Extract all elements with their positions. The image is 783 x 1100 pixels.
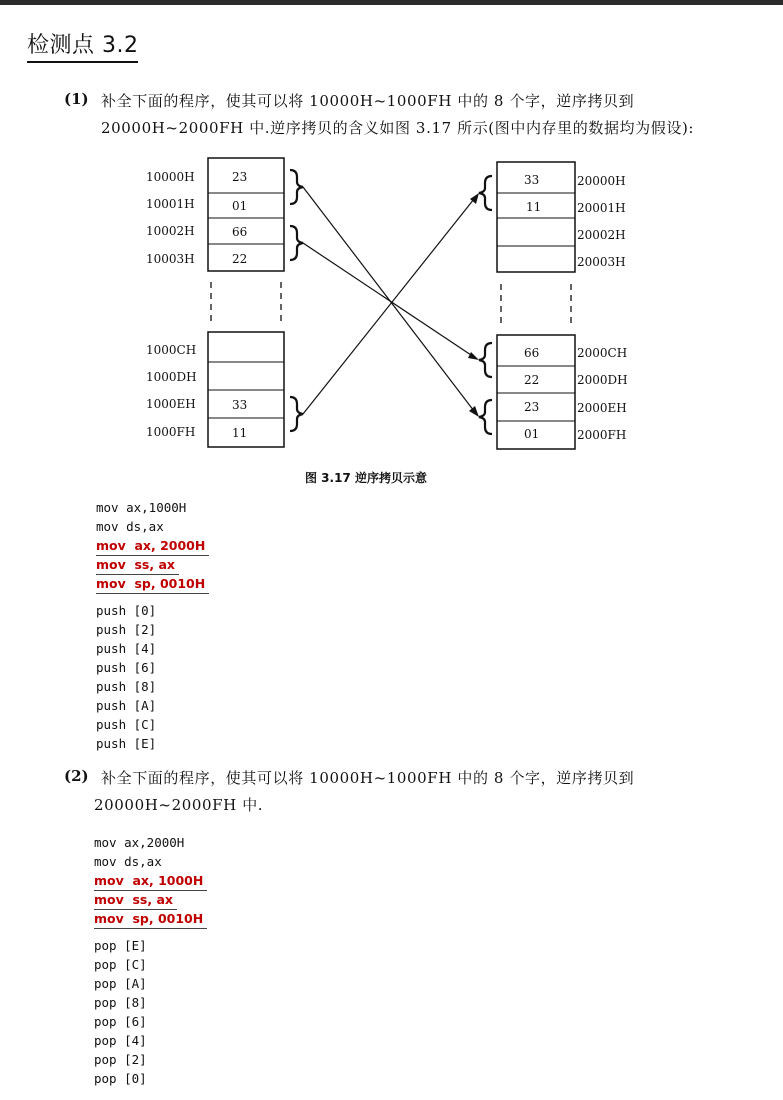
- answer-line: mov sp, 0010H: [96, 574, 209, 594]
- question-1-text: 补全下面的程序，使其可以将 10000H~1000FH 中的 8 个字，逆序拷贝到 20000H~2000FH 中.逆序拷贝的含义如图 3.17 所示(图中内存里的数据均为假设):: [101, 92, 695, 137]
- copy-arrow-line: [303, 187, 474, 411]
- code-line: mov ax,2000H: [94, 835, 185, 850]
- right-cell-value: 22: [524, 373, 540, 387]
- code-line: push [A]: [96, 698, 157, 713]
- left-cell-value: 22: [232, 252, 248, 266]
- code-line: pop [A]: [94, 976, 147, 991]
- question-2-text: 补全下面的程序，使其可以将 10000H~1000FH 中的 8 个字，逆序拷贝到: [101, 769, 635, 787]
- right-cell-value: 01: [524, 427, 540, 441]
- code-line: mov ax,1000H: [96, 500, 187, 515]
- left-address: 1000CH: [146, 343, 197, 357]
- copy-arrow-line: [303, 243, 474, 357]
- left-brace-bottom: [290, 397, 303, 431]
- right-address: 2000FH: [577, 428, 627, 442]
- question-2-number: (2): [64, 767, 89, 785]
- right-address: 20002H: [577, 228, 626, 242]
- answer-line: mov ax, 1000H: [94, 871, 207, 891]
- right-cell-value: 33: [524, 173, 540, 187]
- code-line: pop [4]: [94, 1033, 147, 1048]
- code-line: pop [C]: [94, 957, 147, 972]
- code-line: pop [0]: [94, 1071, 147, 1086]
- right-brace-bottom: [479, 400, 492, 434]
- code-line: push [2]: [96, 622, 157, 637]
- left-cell-value: 11: [232, 426, 248, 440]
- copy-arrowhead: [469, 406, 479, 417]
- left-cell-value: 23: [232, 170, 248, 184]
- code-line: mov ds,ax: [94, 854, 162, 869]
- right-cell-value: 11: [526, 200, 542, 214]
- left-brace-second: [290, 226, 303, 260]
- left-address: 10003H: [146, 252, 195, 266]
- right-address: 2000DH: [577, 373, 628, 387]
- left-brace-top: [290, 170, 303, 204]
- copy-arrow-line: [303, 199, 474, 414]
- right-address: 2000EH: [577, 401, 627, 415]
- right-address: 20000H: [577, 174, 626, 188]
- answer-line: mov ss, ax: [96, 555, 179, 575]
- code-line: push [6]: [96, 660, 157, 675]
- question-2-text-line2: 20000H~2000FH 中.: [94, 796, 264, 814]
- code-line: push [E]: [96, 736, 157, 751]
- left-address: 1000DH: [146, 370, 197, 384]
- code-line: mov ds,ax: [96, 519, 164, 534]
- code-line: push [8]: [96, 679, 157, 694]
- right-address: 20001H: [577, 201, 626, 215]
- right-cell-value: 66: [524, 346, 540, 360]
- right-address: 2000CH: [577, 346, 628, 360]
- left-address: 10001H: [146, 197, 195, 211]
- figure-caption: 图 3.17 逆序拷贝示意: [305, 471, 427, 485]
- right-address: 20003H: [577, 255, 626, 269]
- answer-line: mov ss, ax: [94, 890, 177, 910]
- answer-line: mov sp, 0010H: [94, 909, 207, 929]
- answer-line: mov ax, 2000H: [96, 536, 209, 556]
- question-1-number: (1): [64, 90, 89, 108]
- right-cell-value: 23: [524, 400, 540, 414]
- code-line: pop [E]: [94, 938, 147, 953]
- left-address: 10000H: [146, 170, 195, 184]
- reverse-copy-diagram: [0, 0, 783, 470]
- right-brace-top: [479, 176, 492, 210]
- code-line: push [0]: [96, 603, 157, 618]
- code-line: pop [6]: [94, 1014, 147, 1029]
- code-line: push [C]: [96, 717, 157, 732]
- code-line: pop [2]: [94, 1052, 147, 1067]
- code-line: push [4]: [96, 641, 157, 656]
- left-cell-value: 33: [232, 398, 248, 412]
- right-brace-mid: [479, 343, 492, 377]
- copy-arrowhead: [468, 352, 479, 360]
- left-cell-value: 66: [232, 225, 248, 239]
- section-title: 检测点 3.2: [27, 28, 138, 63]
- code-line: pop [8]: [94, 995, 147, 1010]
- left-address: 1000FH: [146, 425, 196, 439]
- left-address: 1000EH: [146, 397, 196, 411]
- code-block-1: [96, 498, 209, 753]
- code-block-2: [94, 833, 207, 1088]
- left-cell-value: 01: [232, 199, 248, 213]
- left-address: 10002H: [146, 224, 195, 238]
